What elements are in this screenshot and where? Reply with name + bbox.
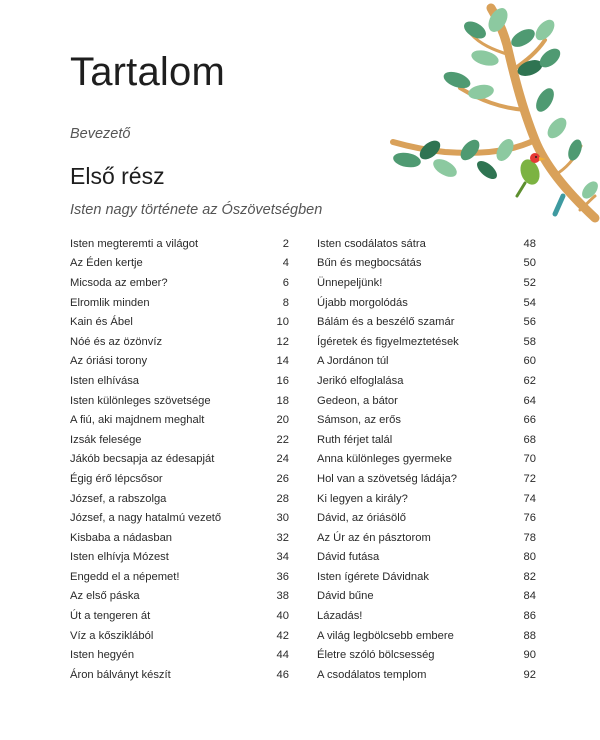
toc-entry-page: 78	[523, 531, 536, 544]
toc-entry[interactable]	[317, 332, 536, 352]
tree-branch-illustration	[385, 0, 600, 250]
toc-entry-page: 92	[523, 668, 536, 681]
toc-entry-title: Az Úr az én pásztorom	[317, 531, 431, 544]
toc-entry-page: 22	[276, 433, 289, 446]
toc-entry[interactable]	[317, 410, 536, 430]
toc-entry-page: 90	[523, 649, 536, 662]
toc-entry-title: Jákób becsapja az édesapját	[70, 453, 215, 466]
toc-entry[interactable]	[317, 352, 536, 372]
toc-entry-title: A Jordánon túl	[317, 355, 389, 368]
toc-entry[interactable]	[70, 548, 289, 568]
toc-entry-page: 74	[523, 492, 536, 505]
toc-entry[interactable]	[317, 528, 536, 548]
toc-entry-page: 62	[523, 374, 536, 387]
toc-entry[interactable]	[317, 665, 536, 685]
toc-entry-page: 82	[523, 570, 536, 583]
toc-entry[interactable]	[317, 645, 536, 665]
toc-entry[interactable]	[317, 254, 536, 274]
toc-entry[interactable]	[70, 665, 289, 685]
toc-entry-title: Víz a kősziklából	[70, 629, 154, 642]
toc-entry-title: A csodálatos templom	[317, 668, 427, 681]
toc-entry-title: Elromlik minden	[70, 296, 150, 309]
toc-entry-title: A világ legbölcsebb embere	[317, 629, 454, 642]
toc-entry-title: Isten elhívása	[70, 374, 140, 387]
toc-entry[interactable]	[317, 587, 536, 607]
toc-entry-title: Isten elhívja Mózest	[70, 551, 169, 564]
bird-icon	[517, 153, 546, 196]
toc-entry[interactable]	[70, 430, 289, 450]
toc-entry[interactable]	[70, 352, 289, 372]
toc-entry-page: 10	[276, 316, 289, 329]
toc-entry[interactable]	[317, 548, 536, 568]
toc-entry-title: Isten megteremti a világot	[70, 237, 199, 250]
toc-entry[interactable]	[317, 567, 536, 587]
toc-entry-title: Anna különleges gyermeke	[317, 453, 452, 466]
toc-entry-title: Isten csodálatos sátra	[317, 237, 426, 250]
toc-entry-page: 4	[282, 257, 289, 270]
toc-entry-title: Bálám és a beszélő szamár	[317, 316, 455, 329]
part-title: Első rész	[70, 163, 165, 189]
toc-entry-page: 32	[276, 531, 289, 544]
toc-entry-page: 66	[523, 414, 536, 427]
toc-entry-title: Jerikó elfoglalása	[317, 374, 404, 387]
toc-entry-page: 72	[523, 472, 536, 485]
toc-entry-title: Az óriási torony	[70, 355, 148, 368]
toc-entry[interactable]	[70, 254, 289, 274]
toc-entry-page: 64	[523, 394, 536, 407]
toc-entry-page: 24	[276, 453, 289, 466]
page-title: Tartalom	[70, 50, 225, 94]
toc-entry[interactable]	[70, 587, 289, 607]
toc-entry[interactable]	[70, 391, 289, 411]
toc-entry-page: 38	[276, 590, 289, 603]
toc-entry-title: Sámson, az erős	[317, 414, 401, 427]
toc-entry-page: 84	[523, 590, 536, 603]
toc-entry-title: Ruth férjet talál	[317, 433, 393, 446]
toc-entry-page: 42	[276, 629, 289, 642]
toc-entry[interactable]	[70, 312, 289, 332]
toc-entry-title: Engedd el a népemet!	[70, 570, 180, 583]
toc-entry-title: Hol van a szövetség ládája?	[317, 472, 457, 485]
toc-entry-page: 46	[276, 668, 289, 681]
toc-entry-title: József, a nagy hatalmú vezető	[70, 512, 222, 525]
toc-entry-page: 30	[276, 512, 289, 525]
toc-entry-page: 68	[523, 433, 536, 446]
toc-entry-title: Nóé és az özönvíz	[70, 335, 163, 348]
toc-entry-page: 34	[276, 551, 289, 564]
toc-entry[interactable]	[317, 293, 536, 313]
toc-entry-page: 48	[523, 237, 536, 250]
intro-heading: Bevezető	[70, 126, 131, 142]
toc-entry-title: Az első páska	[70, 590, 140, 603]
toc-entry[interactable]	[317, 430, 536, 450]
toc-entry-page: 88	[523, 629, 536, 642]
toc-entry-page: 50	[523, 257, 536, 270]
toc-entry-page: 70	[523, 453, 536, 466]
toc-entry-title: Dávid bűne	[317, 590, 374, 603]
toc-entry-title: Újabb morgolódás	[317, 296, 408, 309]
toc-entry[interactable]	[70, 626, 289, 646]
toc-entry-title: Életre szóló bölcsesség	[317, 649, 435, 662]
toc-entry[interactable]	[70, 469, 289, 489]
toc-entry[interactable]	[317, 391, 536, 411]
toc-entry-title: Út a tengeren át	[70, 610, 151, 623]
toc-entry-page: 26	[276, 472, 289, 485]
toc-entry-title: Lázadás!	[317, 610, 363, 623]
toc-entry[interactable]	[70, 450, 289, 470]
toc-entry-title: Izsák felesége	[70, 433, 142, 446]
toc-entry-title: Micsoda az ember?	[70, 276, 168, 289]
toc-entry-page: 6	[282, 276, 289, 289]
toc-entry-page: 76	[523, 512, 536, 525]
toc-entry-title: Kain és Ábel	[70, 316, 133, 329]
toc-entry[interactable]	[70, 371, 289, 391]
toc-entry-page: 12	[276, 335, 289, 348]
toc-entry[interactable]	[317, 273, 536, 293]
toc-entry-page: 16	[276, 374, 289, 387]
toc-entry[interactable]	[70, 410, 289, 430]
toc-entry[interactable]	[317, 450, 536, 470]
toc-entry-title: Ígéretek és figyelmeztetések	[317, 335, 459, 348]
toc-entry[interactable]	[317, 234, 536, 254]
toc-entry-page: 20	[276, 414, 289, 427]
toc-entry-title: Áron bálványt készít	[70, 668, 171, 681]
toc-right-column	[317, 234, 536, 685]
toc-entry[interactable]	[70, 489, 289, 509]
toc-entry-page: 40	[276, 610, 289, 623]
toc-entry[interactable]	[317, 312, 536, 332]
toc-entry-page: 14	[276, 355, 289, 368]
toc-entry-page: 56	[523, 316, 536, 329]
toc-entry[interactable]	[70, 567, 289, 587]
toc-entry[interactable]	[317, 469, 536, 489]
toc-entry[interactable]	[70, 332, 289, 352]
toc-entry-page: 18	[276, 394, 289, 407]
toc-entry-title: Kisbaba a nádasban	[70, 531, 173, 544]
toc-entry-page: 54	[523, 296, 536, 309]
toc-entry-page: 52	[523, 276, 536, 289]
toc-entry-page: 86	[523, 610, 536, 623]
toc-entry[interactable]	[317, 626, 536, 646]
toc-entry-page: 36	[276, 570, 289, 583]
toc-left-column	[70, 234, 289, 685]
toc-entry[interactable]	[70, 508, 289, 528]
toc-entry-title: Isten ígérete Dávidnak	[317, 570, 429, 583]
toc-entry[interactable]	[70, 528, 289, 548]
toc-entry[interactable]	[70, 293, 289, 313]
toc-entry[interactable]	[70, 234, 289, 254]
toc-entry[interactable]	[317, 606, 536, 626]
toc-entry-page: 28	[276, 492, 289, 505]
toc-entry-title: Bűn és megbocsátás	[317, 257, 422, 270]
toc-entry-title: A fiú, aki majdnem meghalt	[70, 414, 205, 427]
toc-entry-title: Isten különleges szövetsége	[70, 394, 211, 407]
toc-entry-title: Az Éden kertje	[70, 257, 143, 270]
toc-entry-title: Gedeon, a bátor	[317, 394, 398, 407]
toc-entry[interactable]	[317, 508, 536, 528]
toc-entry-page: 8	[282, 296, 289, 309]
toc-entry[interactable]	[70, 273, 289, 293]
toc-entry-title: Égig érő lépcsősor	[70, 472, 163, 485]
toc-entry[interactable]	[70, 606, 289, 626]
toc-entry-page: 2	[282, 237, 289, 250]
toc-entry[interactable]	[317, 371, 536, 391]
toc-entry-page: 58	[523, 335, 536, 348]
toc-entry-title: Dávid, az óriásölő	[317, 512, 406, 525]
toc-entry-page: 44	[276, 649, 289, 662]
toc-entry-title: Isten hegyén	[70, 649, 135, 662]
part-subtitle: Isten nagy története az Ószövetségben	[70, 202, 323, 218]
toc-entry-title: Ki legyen a király?	[317, 492, 408, 505]
toc-entry[interactable]	[70, 645, 289, 665]
toc-entry-title: Dávid futása	[317, 551, 380, 564]
toc-entry-title: Ünnepeljünk!	[317, 276, 383, 289]
toc-entry-page: 60	[523, 355, 536, 368]
toc-entry-title: József, a rabszolga	[70, 492, 167, 505]
toc-entry[interactable]	[317, 489, 536, 509]
toc-entry-page: 80	[523, 551, 536, 564]
